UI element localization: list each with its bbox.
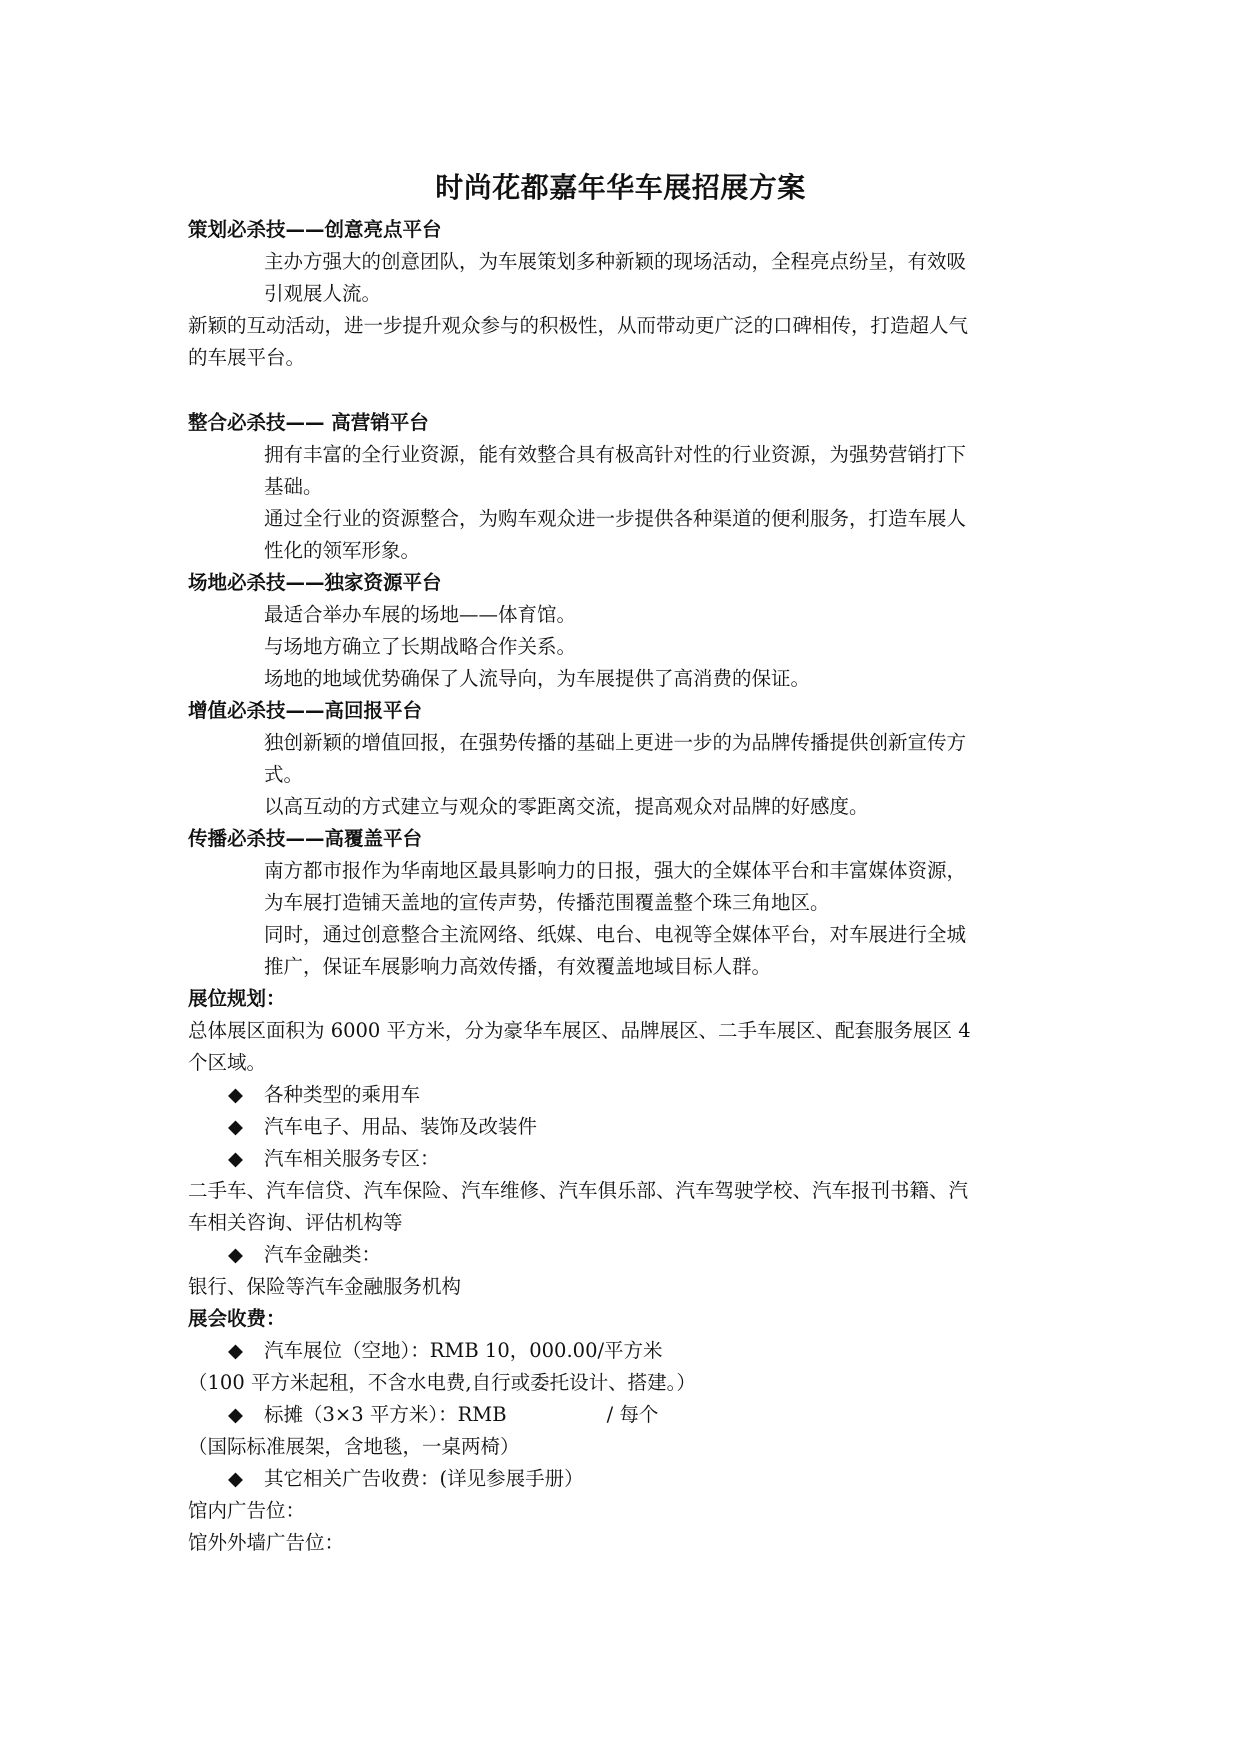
paragraph-line: 总体展区面积为 6000 平方米，分为豪华车展区、品牌展区、二手车展区、配套服务展区 4 xyxy=(188,1019,971,1042)
diamond-bullet-icon: ◆ xyxy=(228,1403,243,1426)
paragraph-line: 车相关咨询、评估机构等 xyxy=(188,1211,403,1234)
document-title: 时尚花都嘉年华车展招展方案 xyxy=(435,171,806,204)
paragraph-line: 基础。 xyxy=(264,475,323,498)
section-heading-layout-plan: 展位规划： xyxy=(188,987,286,1010)
paragraph-line: （100 平方米起租，不含水电费,自行或委托设计、搭建。） xyxy=(188,1371,696,1394)
section-heading-value: 增值必杀技——高回报平台 xyxy=(188,699,423,722)
list-item xyxy=(228,1400,658,1430)
paragraph-line: 性化的领军形象。 xyxy=(264,539,421,562)
paragraph-line: 主办方强大的创意团队，为车展策划多种新颖的现场活动，全程亮点纷呈，有效吸 xyxy=(264,250,967,273)
list-item-label: 汽车相关服务专区： xyxy=(264,1147,440,1170)
diamond-bullet-icon: ◆ xyxy=(228,1339,243,1362)
list-item-label: 标摊（3×3 平方米）：RMB xyxy=(264,1403,507,1426)
list-item-label: / 每个 xyxy=(606,1403,659,1426)
paragraph-line: 个区域。 xyxy=(188,1051,267,1074)
section-heading-integration: 整合必杀技—— 高营销平台 xyxy=(188,411,429,434)
paragraph-line: 同时，通过创意整合主流网络、纸媒、电台、电视等全媒体平台，对车展进行全城 xyxy=(264,923,967,946)
paragraph-line: （国际标准展架，含地毯，一桌两椅） xyxy=(188,1435,520,1458)
list-item-label: 各种类型的乘用车 xyxy=(264,1083,421,1106)
paragraph-line: 馆内广告位： xyxy=(188,1499,306,1522)
diamond-bullet-icon: ◆ xyxy=(228,1083,243,1106)
list-item xyxy=(228,1080,420,1110)
list-item xyxy=(228,1112,537,1142)
list-item-label: 其它相关广告收费：(详见参展手册） xyxy=(264,1467,584,1490)
paragraph-line: 馆外外墙广告位： xyxy=(188,1531,345,1554)
paragraph-line: 最适合举办车展的场地——体育馆。 xyxy=(264,603,577,626)
diamond-bullet-icon: ◆ xyxy=(228,1115,243,1138)
diamond-bullet-icon: ◆ xyxy=(228,1467,243,1490)
paragraph-line: 与场地方确立了长期战略合作关系。 xyxy=(264,635,577,658)
paragraph-line: 引观展人流。 xyxy=(264,282,382,305)
list-item xyxy=(228,1336,663,1366)
paragraph-line: 场地的地域优势确保了人流导向，为车展提供了高消费的保证。 xyxy=(264,667,811,690)
paragraph-line: 银行、保险等汽车金融服务机构 xyxy=(188,1275,462,1298)
diamond-bullet-icon: ◆ xyxy=(228,1243,243,1266)
paragraph-line: 二手车、汽车信贷、汽车保险、汽车维修、汽车俱乐部、汽车驾驶学校、汽车报刊书籍、汽 xyxy=(188,1179,969,1202)
list-item xyxy=(228,1144,440,1174)
diamond-bullet-icon: ◆ xyxy=(228,1147,243,1170)
list-item-label: 汽车展位（空地）：RMB 10，000.00/平方米 xyxy=(264,1339,663,1362)
section-heading-venue: 场地必杀技——独家资源平台 xyxy=(188,571,442,594)
paragraph-line: 独创新颖的增值回报，在强势传播的基础上更进一步的为品牌传播提供创新宣传方 xyxy=(264,731,967,754)
paragraph-line: 推广，保证车展影响力高效传播，有效覆盖地域目标人群。 xyxy=(264,955,772,978)
section-heading-fees: 展会收费： xyxy=(188,1307,286,1330)
paragraph-line: 南方都市报作为华南地区最具影响力的日报，强大的全媒体平台和丰富媒体资源， xyxy=(264,859,967,882)
paragraph-line: 以高互动的方式建立与观众的零距离交流，提高观众对品牌的好感度。 xyxy=(264,795,869,818)
list-item-label: 汽车金融类： xyxy=(264,1243,382,1266)
section-heading-planning: 策划必杀技——创意亮点平台 xyxy=(188,218,442,241)
paragraph-line: 通过全行业的资源整合，为购车观众进一步提供各种渠道的便利服务，打造车展人 xyxy=(264,507,967,530)
paragraph-line: 新颖的互动活动，进一步提升观众参与的积极性，从而带动更广泛的口碑相传，打造超人气 xyxy=(188,314,969,337)
paragraph-line: 为车展打造铺天盖地的宣传声势，传播范围覆盖整个珠三角地区。 xyxy=(264,891,830,914)
list-item-label: 汽车电子、用品、装饰及改装件 xyxy=(264,1115,538,1138)
paragraph-line: 的车展平台。 xyxy=(188,346,306,369)
section-heading-media: 传播必杀技——高覆盖平台 xyxy=(188,827,423,850)
paragraph-line: 式。 xyxy=(264,763,304,786)
paragraph-line: 拥有丰富的全行业资源，能有效整合具有极高针对性的行业资源，为强势营销打下 xyxy=(264,443,967,466)
list-item xyxy=(228,1240,381,1270)
list-item xyxy=(228,1464,584,1494)
